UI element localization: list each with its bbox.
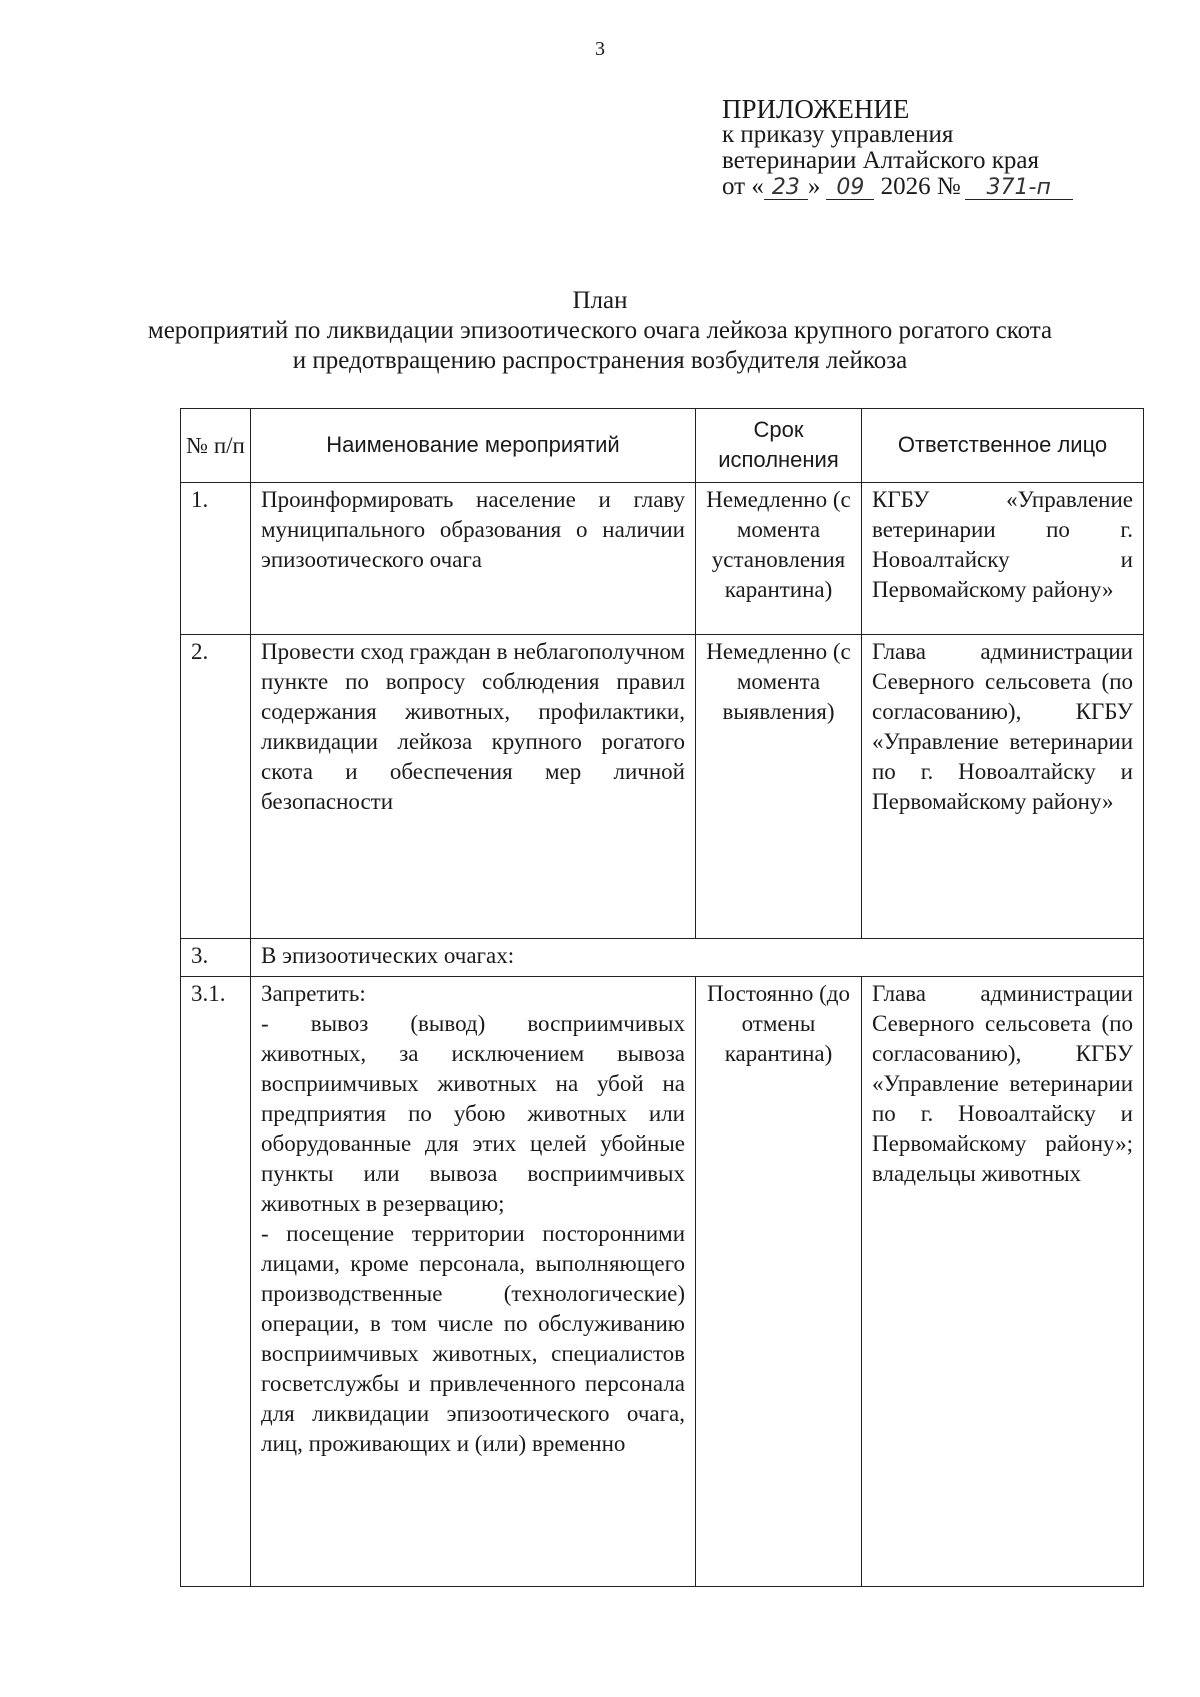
date-prefix: от « xyxy=(722,173,764,200)
handwritten-order-number: 371-п xyxy=(965,177,1073,200)
appendix-date-line xyxy=(722,174,1073,200)
row-num: 3.1. xyxy=(181,977,251,1587)
row-num: 3. xyxy=(181,939,251,977)
appendix-line-1: к приказу управления xyxy=(722,121,954,148)
header-name: Наименование мероприятий xyxy=(251,409,696,483)
measures-table xyxy=(180,408,1144,1587)
date-mid: » xyxy=(807,173,821,200)
row-num: 2. xyxy=(181,635,251,939)
plan-title: План xyxy=(572,287,628,314)
handwritten-day: 23 xyxy=(764,177,808,200)
header-term: Срок исполнения xyxy=(696,409,862,483)
plan-subtitle-line-2: и предотвращению распространения возбудителя лейкоза xyxy=(292,347,908,374)
appendix-block xyxy=(722,96,1073,200)
table-row xyxy=(181,483,1144,635)
prohibit-intro: Запретить: xyxy=(261,981,366,1006)
plan-subtitle-line-1: мероприятий по ликвидации эпизоотического очага лейкоза крупного рогатого скота xyxy=(147,317,1053,344)
header-responsible: Ответственное лицо xyxy=(862,409,1144,483)
row-name: Провести сход граждан в неблагополучном пункте по вопросу соблюдения правил содержания животных, профилактики, ликвидации лейкоза крупного рогатого скота и обеспечения мер личной безопасности xyxy=(251,635,696,939)
row-section-title: В эпизоотических очагах: xyxy=(251,939,1144,977)
row-name xyxy=(251,977,696,1587)
table-row xyxy=(181,977,1144,1587)
row-term: Немедленно (с момента установления карантина) xyxy=(696,483,862,635)
plan-heading xyxy=(0,286,1200,376)
table-row xyxy=(181,939,1144,977)
prohibit-item: - вывоз (вывод) восприимчивых животных, за исключением вывоза восприимчивых животных на убой на предприятия по убою животных или оборудованные для этих целей убойные пункты или вывоза восприимчивых животных в резервацию; xyxy=(261,1011,685,1216)
row-responsible: Глава администрации Северного сельсовета (по согласованию), КГБУ «Управление ветеринарии по г. Новоалтайску и Первомайскому району»; владельцы животных xyxy=(862,977,1144,1587)
row-name: Проинформировать население и главу муниципального образования о наличии эпизоотического очага xyxy=(251,483,696,635)
table-row xyxy=(181,635,1144,939)
prohibit-item: - посещение территории посторонними лицами, кроме персонала, выполняющего производственные (технологические) операции, в том числе по обслуживанию восприимчивых животных, специалистов госветслужбы и привлеченного персонала для ликвидации эпизоотического очага, лиц, проживающих и (или) временно xyxy=(261,1221,685,1456)
page-number: 3 xyxy=(595,38,605,60)
row-responsible: КГБУ «Управление ветеринарии по г. Новоалтайску и Первомайскому району» xyxy=(862,483,1144,635)
row-num: 1. xyxy=(181,483,251,635)
row-term: Постоянно (до отмены карантина) xyxy=(696,977,862,1587)
row-responsible: Глава администрации Северного сельсовета (по согласованию), КГБУ «Управление ветеринарии по г. Новоалтайску и Первомайскому району» xyxy=(862,635,1144,939)
year-and-number-sign: 2026 № xyxy=(880,173,961,200)
header-num: № п/п xyxy=(181,409,251,483)
handwritten-month: 09 xyxy=(826,177,874,200)
row-term: Немедленно (с момента выявления) xyxy=(696,635,862,939)
table-header-row xyxy=(181,409,1144,483)
appendix-title: ПРИЛОЖЕНИЕ xyxy=(722,94,910,124)
appendix-line-2: ветеринарии Алтайского края xyxy=(722,147,1039,174)
